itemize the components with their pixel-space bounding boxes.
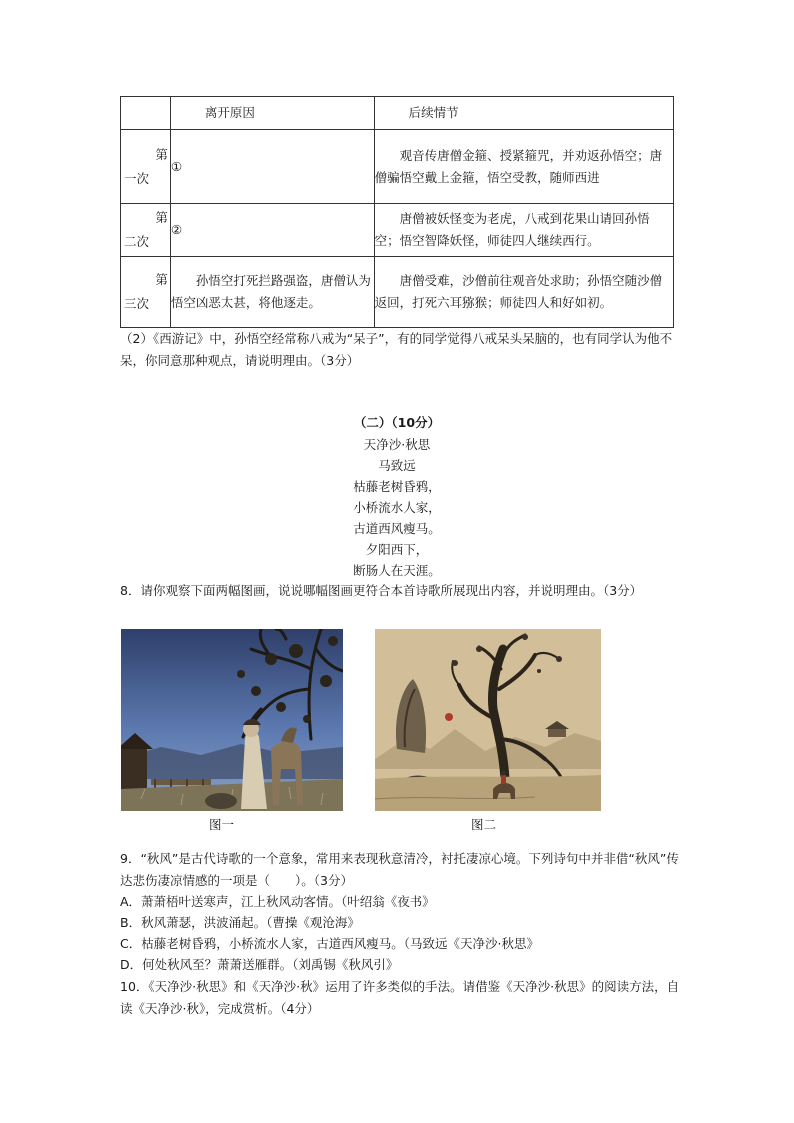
table-row (121, 130, 674, 204)
option-c: C．枯藤老树昏鸦，小桥流水人家，古道西风瘦马。（马致远《天净沙·秋思》 (120, 936, 539, 951)
follow-cell: 唐僧被妖怪变为老虎，八戒到花果山请回孙悟空；悟空智降妖怪，师徒四人继续西行。 (374, 204, 673, 257)
table-header-row (121, 97, 674, 130)
option-d: D．何处秋风至？萧萧送雁群。（刘禹锡《秋风引》 (120, 957, 399, 972)
plot-table (120, 96, 674, 328)
row-label-part: 三次 (124, 296, 150, 311)
question-9: 9．“秋风”是古代诗歌的一个意象，常用来表现秋意清冷，衬托凄凉心境。下列诗句中并非借“秋风”传达悲伤凄凉情感的一项是（ ）。（3分） (120, 851, 679, 888)
reason-cell: ① (170, 130, 374, 204)
question-8: 8．请你观察下面两幅图画，说说哪幅图画更符合本首诗歌所展现出内容，并说明理由。（3分） (120, 583, 643, 598)
row-label-part: 第 (155, 272, 168, 287)
poem-line: 枯藤老树昏鸦， (353, 479, 441, 494)
poem-line: 古道西风瘦马。 (353, 521, 441, 536)
poem-line: 断肠人在天涯。 (353, 563, 441, 578)
figure-2-illustration (375, 629, 601, 811)
row-label (121, 130, 171, 204)
section-title: （二）（10分） (353, 415, 441, 430)
option-a: A．萧萧梧叶送寒声，江上秋风动客情。（叶绍翁《夜书》 (120, 894, 435, 909)
follow-cell: 唐僧受难，沙僧前往观音处求助；孙悟空随沙僧返回，打死六耳猕猴；师徒四人和好如初。 (374, 257, 673, 328)
figure-1-image (121, 629, 343, 811)
row-label (121, 257, 171, 328)
figure-1-caption: 图一 (209, 817, 235, 832)
question-10: 10．《天净沙·秋思》和《天净沙·秋》运用了许多类似的手法。请借鉴《天净沙·秋思》的阅读方法，自读《天净沙·秋》，完成赏析。（4分） (120, 979, 680, 1016)
reason-cell: 孙悟空打死拦路强盗，唐僧认为悟空凶恶太甚，将他逐走。 (170, 257, 374, 328)
poem-line: 小桥流水人家， (353, 500, 441, 515)
follow-cell: 观音传唐僧金箍、授紧箍咒，并劝返孙悟空；唐僧骗悟空戴上金箍，悟空受教，随师西进 (374, 130, 673, 204)
row-label (121, 204, 171, 257)
figure-2-caption: 图二 (471, 817, 497, 832)
row-label-part: 第 (155, 210, 168, 225)
header-cell-follow: 后续情节 (374, 97, 673, 130)
figure-1-illustration (121, 629, 343, 811)
table-row (121, 257, 674, 328)
header-cell-reason: 离开原因 (170, 97, 374, 130)
poem-author: 马致远 (378, 458, 416, 473)
row-label-part: 二次 (124, 234, 150, 249)
option-b: B．秋风萧瑟，洪波涌起。（曹操《观沧海》 (120, 915, 360, 930)
row-label-part: 一次 (124, 170, 150, 186)
figure-2-image (375, 629, 601, 811)
header-cell-empty (121, 97, 171, 130)
row-label-part: 第 (155, 146, 168, 162)
table-row (121, 204, 674, 257)
poem-title: 天净沙·秋思 (363, 437, 431, 452)
question-2: （2）《西游记》中，孙悟空经常称八戒为“呆子”，有的同学觉得八戒呆头呆脑的，也有同学认为他不呆，你同意那种观点，请说明理由。（3分） (120, 331, 673, 368)
poem-line: 夕阳西下， (365, 542, 429, 557)
reason-cell: ② (170, 204, 374, 257)
